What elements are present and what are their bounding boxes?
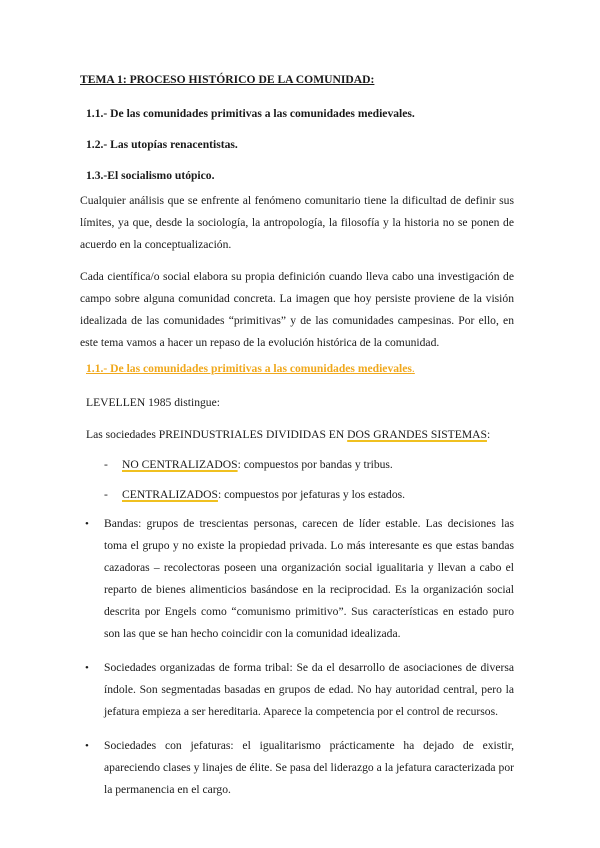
dash-item-no-centralizados <box>104 454 393 476</box>
sistemas-prefix: Las sociedades PREINDUSTRIALES DIVIDIDAS EN <box>86 428 348 441</box>
dash-item-label: CENTRALIZADOS <box>122 488 218 501</box>
sistemas-suffix: : <box>486 428 491 441</box>
subsection-1-2: 1.2.- Las utopías renacentistas. <box>86 138 238 151</box>
bullet-text: Bandas: grupos de trescientas personas, carecen de líder estable. Las decisiones las toma el grupo y no existe la propiedad privada. Lo más interesante es que estas bandas cazadoras – recolectoras poseen una organización social igualitaria y llevan a cabo el reparto de bienes alimenticios basándose en la reciprocidad. Es la organización social descrita por Engels como “comunismo primitivo”. Sus características en estado puro son las que se han hecho coincidir con la comunidad idealizada. <box>104 517 514 640</box>
document-title: TEMA 1: PROCESO HISTÓRICO DE LA COMUNIDAD: <box>80 73 375 86</box>
dash-mark: - <box>104 488 108 501</box>
subsection-1-3: 1.3.-El socialismo utópico. <box>86 169 215 182</box>
bullet-text: Sociedades con jefaturas: el igualitarismo prácticamente ha dejado de existir, apareciendo clases y linajes de élite. Se pasa del liderazgo a la jefatura caracterizada por la permanencia en el cargo. <box>104 739 514 796</box>
dash-item-centralizados <box>104 484 405 506</box>
bullet-text: Sociedades organizadas de forma tribal: Se da el desarrollo de asociaciones de diversa índole. Son segmentadas basadas en grupos de edad. No hay autoridad central, pero la jefatura empieza a ser hereditaria. Aparece la competencia por el control de recursos. <box>104 661 514 718</box>
bullet-item-tribal <box>80 657 514 723</box>
subsection-1-1: 1.1.- De las comunidades primitivas a las comunidades medievales. <box>86 107 415 120</box>
dash-mark: - <box>104 458 108 471</box>
bullet-list <box>80 513 514 801</box>
dash-item-text: : compuestos por jefaturas y los estados. <box>217 488 406 501</box>
section-heading <box>86 358 415 380</box>
intro-paragraph: Cualquier análisis que se enfrente al fenómeno comunitario tiene la dificultad de definir sus límites, ya que, desde la sociología, la antropología, la filosofía y la historia no se ponen de acuerdo en la conceptualización. <box>80 194 514 251</box>
bullet-icon: • <box>85 518 89 530</box>
section-heading-dot: . <box>411 362 415 375</box>
bullet-item-bandas <box>80 513 514 645</box>
sistemas-line <box>86 424 490 446</box>
bullet-icon: • <box>85 662 89 674</box>
bullet-item-jefaturas <box>80 735 514 801</box>
dash-item-label: NO CENTRALIZADOS <box>122 458 238 471</box>
section-heading-text: 1.1.- De las comunidades primitivas a las comunidades medievales <box>86 362 412 375</box>
sistemas-highlight: DOS GRANDES SISTEMAS <box>347 428 487 441</box>
dash-item-text: : compuestos por bandas y tribus. <box>237 458 393 471</box>
definition-paragraph: Cada científica/o social elabora su propia definición cuando lleva cabo una investigación de campo sobre alguna comunidad concreta. La imagen que hoy persiste proviene de la visión idealizada de las comunidades “primitivas” y de las comunidades campesinas. Por ello, en este tema vamos a hacer un repaso de la evolución histórica de la comunidad. <box>80 270 514 349</box>
levellen-line: LEVELLEN 1985 distingue: <box>86 396 220 409</box>
bullet-icon: • <box>85 740 89 752</box>
